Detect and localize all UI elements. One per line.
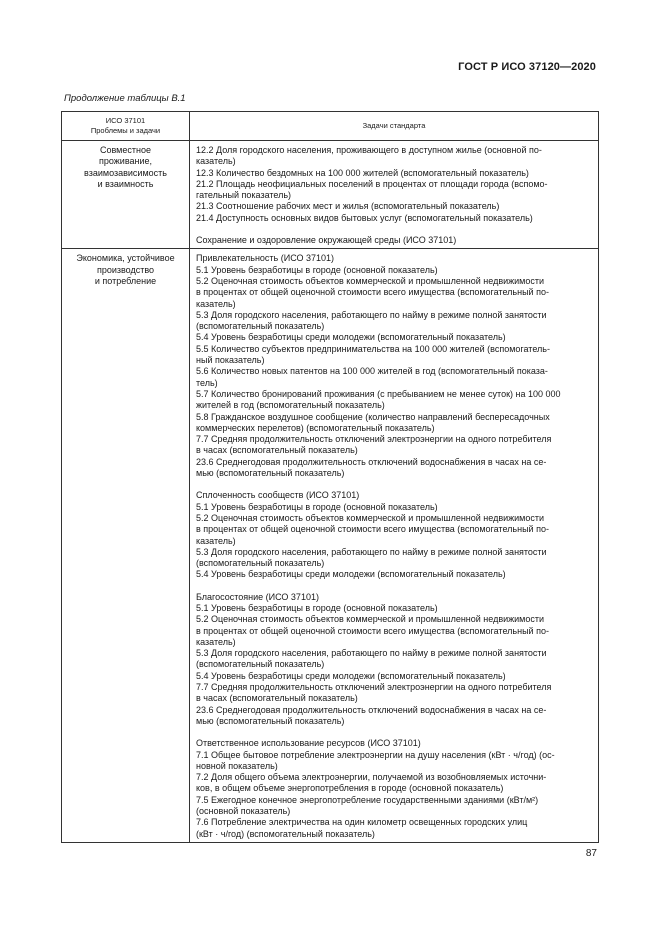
task-line: 23.6 Среднегодовая продолжительность отключений водоснабжения в часах на се-: [196, 456, 547, 467]
task-line: Сплоченность сообществ (ИСО 37101): [196, 490, 360, 501]
task-line: 21.2 Площадь неофициальных поселений в процентах от площади города (вспомо-: [196, 178, 548, 189]
issue-line: и потребление: [94, 275, 157, 286]
issue-line: проживание,: [98, 156, 153, 167]
task-line: 21.3 Соотношение рабочих мест и жилья (вспомогательный показатель): [196, 201, 500, 212]
task-line: 5.4 Уровень безработицы среди молодежи (вспомогательный показатель): [196, 332, 506, 343]
task-line: 12.2 Доля городского населения, проживающего в доступном жилье (основной по-: [196, 145, 542, 155]
task-line: мью (вспомогательный показатель): [196, 715, 345, 726]
task-line: Сохранение и оздоровление окружающей среды (ИСО 37101): [196, 235, 457, 246]
table-header-row: [62, 112, 599, 141]
task-line: 5.2 Оценочная стоимость объектов коммерческой и промышленной недвижимости: [196, 275, 545, 286]
task-line: Благосостояние (ИСО 37101): [196, 591, 319, 602]
task-line: в часах (вспомогательный показатель): [196, 693, 358, 704]
header-col-issues: [62, 112, 190, 141]
issue-line: взаимозависимость: [84, 167, 167, 178]
header-col-issues-line2: Проблемы и задачи: [90, 126, 161, 135]
standards-table: [61, 111, 599, 843]
tasks-cell: [190, 141, 599, 249]
task-line: ный показатель): [196, 355, 265, 366]
task-line: тель): [196, 377, 218, 388]
task-block: [196, 145, 592, 224]
task-block: [196, 592, 592, 728]
issue-line: Экономика, устойчивое: [76, 253, 175, 264]
task-line: 7.7 Средняя продолжительность отключений электроэнергии на одного потребителя: [196, 682, 552, 693]
task-line: казатель): [196, 535, 236, 546]
task-block: [196, 738, 592, 840]
issue-line: Совместное: [100, 145, 151, 155]
task-line: Привлекательность (ИСО 37101): [196, 253, 335, 264]
task-line: Ответственное использование ресурсов (ИСО 37101): [196, 738, 421, 749]
task-line: (вспомогательный показатель): [196, 659, 325, 670]
issue-cell: [62, 141, 190, 249]
header-col-issues-line1: ИСО 37101: [105, 116, 146, 125]
table-row: [62, 141, 599, 249]
task-block: [196, 235, 592, 246]
task-line: 5.3 Доля городского населения, работающего по найму в режиме полной занятости: [196, 309, 547, 320]
task-line: казатель): [196, 298, 236, 309]
task-line: 21.4 Доступность основных видов бытовых услуг (вспомогательный показатель): [196, 212, 533, 223]
page-number: 87: [585, 848, 597, 859]
task-line: 7.6 Потребление электричества на один километр освещенных городских улиц: [196, 817, 528, 828]
task-line: (кВт · ч/год) (вспомогательный показатель): [196, 828, 375, 839]
task-line: в процентах от общей оценочной стоимости всего имущества (вспомогательный по-: [196, 287, 549, 298]
task-line: (вспомогательный показатель): [196, 558, 325, 569]
task-line: (вспомогательный показатель): [196, 321, 325, 332]
issue-cell: [62, 249, 190, 843]
task-line: жителей в год (вспомогательный показатель): [196, 400, 385, 411]
task-line: казатель): [196, 156, 236, 167]
task-line: 23.6 Среднегодовая продолжительность отключений водоснабжения в часах на се-: [196, 704, 547, 715]
document-id: ГОСТ Р ИСО 37120—2020: [458, 61, 596, 73]
task-block: [196, 253, 592, 479]
task-line: гательный показатель): [196, 190, 292, 201]
table-row: [62, 249, 599, 843]
header-col-tasks-label: Задачи стандарта: [362, 121, 426, 130]
task-line: 5.2 Оценочная стоимость объектов коммерческой и промышленной недвижимости: [196, 614, 545, 625]
task-line: 7.1 Общее бытовое потребление электроэнергии на душу населения (кВт · ч/год) (ос-: [196, 749, 555, 760]
task-line: 5.3 Доля городского населения, работающего по найму в режиме полной занятости: [196, 648, 547, 659]
task-line: мью (вспомогательный показатель): [196, 468, 345, 479]
task-line: (основной показатель): [196, 806, 291, 817]
task-line: 7.5 Ежегодное конечное энергопотребление государственными зданиями (кВт/м²): [196, 794, 539, 805]
task-line: 5.1 Уровень безработицы в городе (основной показатель): [196, 264, 438, 275]
task-line: 5.5 Количество субъектов предпринимательства на 100 000 жителей (вспомогатель-: [196, 343, 550, 354]
tasks-cell: [190, 249, 599, 843]
task-line: 5.7 Количество бронирований проживания (с пребыванием не менее суток) на 100 000: [196, 388, 561, 399]
task-line: в процентах от общей оценочной стоимости всего имущества (вспомогательный по-: [196, 524, 549, 535]
task-line: 12.3 Количество бездомных на 100 000 жителей (вспомогательный показатель): [196, 167, 529, 178]
task-line: 7.7 Средняя продолжительность отключений электроэнергии на одного потребителя: [196, 434, 552, 445]
task-line: 5.4 Уровень безработицы среди молодежи (вспомогательный показатель): [196, 569, 506, 580]
task-line: казатель): [196, 636, 236, 647]
task-line: 5.2 Оценочная стоимость объектов коммерческой и промышленной недвижимости: [196, 512, 545, 523]
task-line: 5.8 Гражданское воздушное сообщение (количество направлений беспересадочных: [196, 411, 550, 422]
task-line: 7.2 Доля общего объема электроэнергии, получаемой из возобновляемых источни-: [196, 772, 547, 783]
task-line: 5.3 Доля городского населения, работающего по найму в режиме полной занятости: [196, 546, 547, 557]
issue-line: и взаимность: [97, 178, 154, 189]
task-line: новной показатель): [196, 760, 278, 771]
task-line: 5.1 Уровень безработицы в городе (основной показатель): [196, 602, 438, 613]
task-line: ков, в общем объеме энергопотребления в городе (основной показатель): [196, 783, 504, 794]
task-line: 5.1 Уровень безработицы в городе (основной показатель): [196, 501, 438, 512]
task-line: 5.6 Количество новых патентов на 100 000 жителей в год (вспомогательный показа-: [196, 366, 548, 377]
issue-line: производство: [96, 264, 155, 275]
header-col-tasks: [190, 112, 599, 141]
table-caption: Продолжение таблицы В.1: [64, 93, 186, 104]
task-line: в процентах от общей оценочной стоимости всего имущества (вспомогательный по-: [196, 625, 549, 636]
task-line: 5.4 Уровень безработицы среди молодежи (вспомогательный показатель): [196, 670, 506, 681]
task-block: [196, 490, 592, 580]
task-line: коммерческих перелетов) (вспомогательный показатель): [196, 422, 435, 433]
task-line: в часах (вспомогательный показатель): [196, 445, 358, 456]
